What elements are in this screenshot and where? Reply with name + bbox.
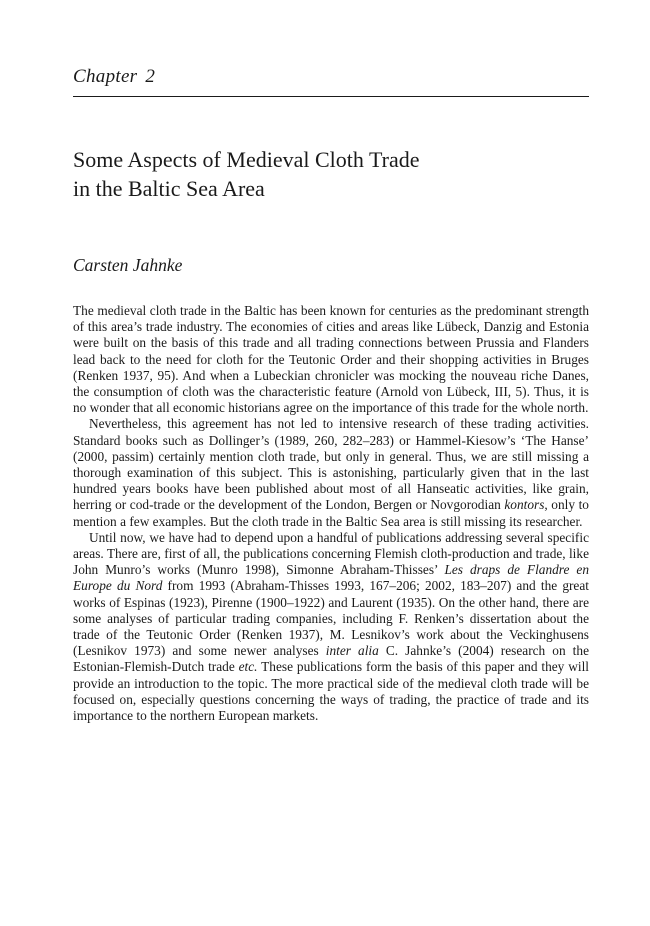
body-text	[73, 303, 589, 724]
paragraph-2-text-b: , only to mention a few examples. But the cloth trade in the Baltic Sea area is still missing its researcher.	[73, 497, 589, 529]
paragraph-2-italic: kontors	[504, 497, 545, 513]
article-title	[73, 145, 419, 203]
article-title-line-1: Some Aspects of Medieval Cloth Trade	[73, 147, 420, 172]
paragraph-3-text-c: C. Jahnke’s (2004) research on the Estonian-Flemish-Dutch trade	[73, 643, 589, 675]
header-rule	[73, 96, 589, 97]
paragraph-3-italic-2: inter alia	[325, 643, 379, 659]
paragraph-3-text-d: These publications form the basis of this paper and they will provide an introduction to the topic. The more practical side of the medieval cloth trade will be focused on, especially questions concerning the ways of trading, the practice of trade and its importance to the northern European markets.	[73, 659, 589, 724]
paragraph-3-text-a: Until now, we have had to depend upon a handful of publications addressing several specific areas. There are, first of all, the publications concerning Flemish cloth-production and trade, like John Munro’s works (Munro 1998), Simonne Abraham-Thisses’	[73, 529, 589, 578]
paragraph-3-text-b: from 1993 (Abraham-Thisses 1993, 167–206; 2002, 183–207) and the great works of Espinas (1923), Pirenne (1900–1922) and Laurent (1935). On the other hand, there are some analyses of particular trading companies, including F. Renken’s dissertation about the trade of the Teutonic Order (Renken 1937), M. Lesnikov’s work about the Veckinghusens (Lesnikov 1973) and some newer analyses	[73, 578, 589, 659]
paragraph-3	[73, 530, 589, 724]
paragraph-1	[73, 303, 589, 416]
paragraph-1-text: The medieval cloth trade in the Baltic has been known for centuries as the predominant strength of this area’s trade industry. The economies of cities and areas like Lübeck, Danzig and Estonia were built on the basis of this trade and all trading connections between Prussia and Flanders lead back to the need for cloth for the Teutonic Order and their shopping activities in Bruges (Renken 1937, 95). And when a Lubeckian chronicler was mocking the nouveau riche Danes, the consumption of cloth was the characteristic feature (Arnold von Lübeck, III, 5). Thus, it is no wonder that all economic historians agree on the importance of this trade for the whole north.	[73, 303, 589, 416]
chapter-label: Chapter 2	[73, 66, 156, 87]
article-title-line-2: in the Baltic Sea Area	[73, 176, 265, 201]
author-name: Carsten Jahnke	[73, 255, 183, 275]
paragraph-2-text-a: Nevertheless, this agreement has not led to intensive research of these trading activities. Standard books such as Dollinger’s (1989, 260, 282–283) or Hammel-Kiesow’s ‘The Hanse’ (2000, passim) certainly mention cloth trade, but only in general. Thus, we are still missing a thorough examination of this subject. This is astonishing, particularly given that in the last hundred years books have been published about most of all Hanseatic activities, like grain, herring or cod-trade or the development of the London, Bergen or Novgorodian	[73, 416, 589, 513]
paragraph-3-italic-1: Les draps de Flandre en Europe du Nord	[73, 562, 590, 594]
paragraph-3-italic-3: etc.	[238, 659, 258, 675]
paragraph-2	[73, 416, 589, 529]
